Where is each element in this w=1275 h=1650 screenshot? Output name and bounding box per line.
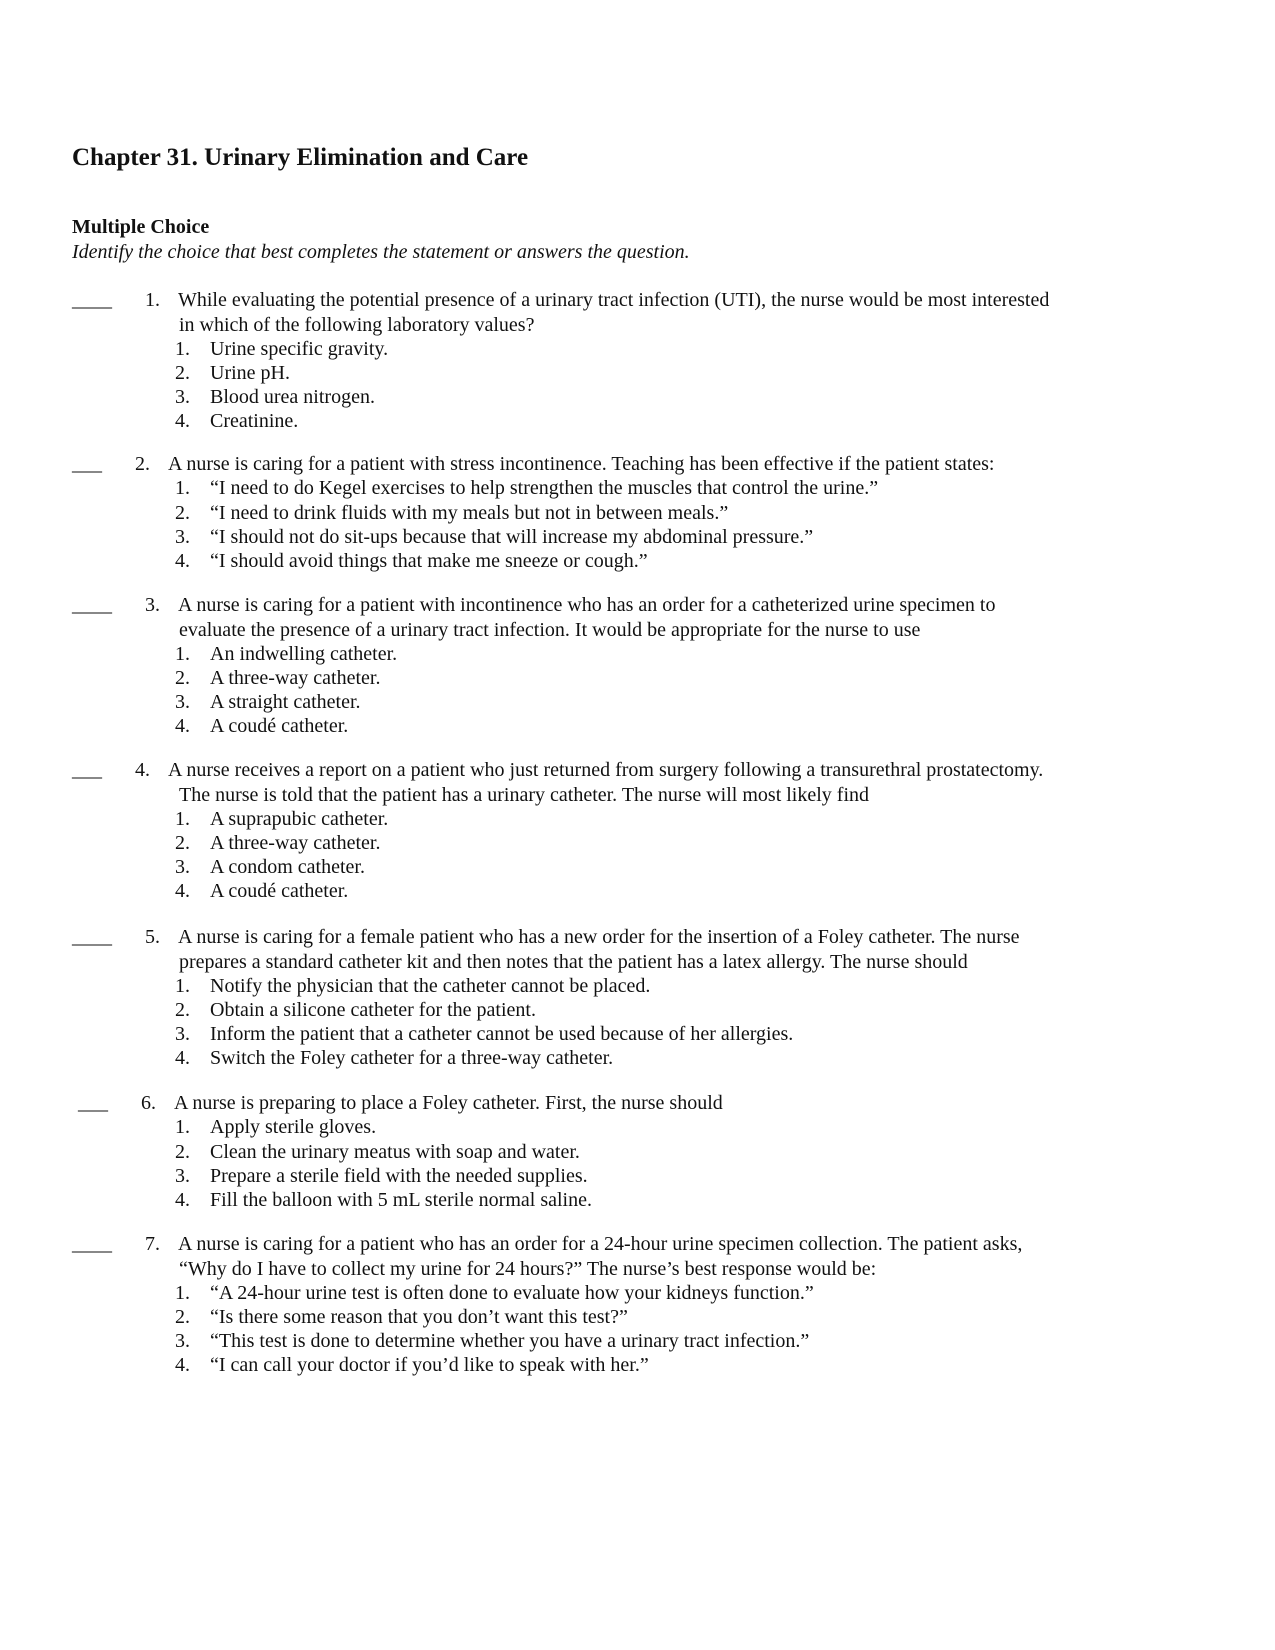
option-number: 4.: [175, 715, 190, 738]
option-text: Urine pH.: [210, 361, 290, 384]
answer-option: [0, 831, 1275, 855]
option-text: Obtain a silicone catheter for the patient.: [210, 998, 536, 1021]
answer-option: [0, 974, 1275, 998]
option-text: “I should avoid things that make me sneeze or cough.”: [210, 550, 648, 573]
answer-blank: ____: [72, 289, 112, 311]
option-text: “I need to do Kegel exercises to help strengthen the muscles that control the urine.”: [210, 477, 879, 500]
answer-option: [0, 361, 1275, 385]
question-number: 6.: [141, 1092, 156, 1114]
answer-option: [0, 1281, 1275, 1305]
answer-option: [0, 1046, 1275, 1070]
answer-options: [0, 642, 1275, 739]
question-stem-line-1: A nurse is caring for a patient with stress incontinence. Teaching has been effective if the patient states:: [168, 453, 995, 475]
answer-blank: ___: [72, 453, 102, 475]
option-text: Inform the patient that a catheter cannot be used because of her allergies.: [210, 1023, 794, 1046]
option-text: Clean the urinary meatus with soap and water.: [210, 1140, 580, 1163]
answer-option: [0, 1188, 1275, 1212]
option-number: 1.: [175, 807, 190, 830]
question-stem-line-2: evaluate the presence of a urinary tract infection. It would be appropriate for the nurse to use: [179, 618, 921, 641]
answer-option: [0, 409, 1275, 433]
option-number: 1.: [175, 1281, 190, 1304]
option-text: Prepare a sterile field with the needed supplies.: [210, 1164, 588, 1187]
option-text: “I should not do sit-ups because that will increase my abdominal pressure.”: [210, 525, 814, 548]
option-number: 1.: [175, 477, 190, 500]
answer-options: [0, 337, 1275, 434]
answer-option: [0, 666, 1275, 690]
answer-option: [0, 1353, 1275, 1377]
question-number: 2.: [135, 453, 150, 475]
option-number: 2.: [175, 831, 190, 854]
option-number: 3.: [175, 1023, 190, 1046]
answer-option: [0, 642, 1275, 666]
answer-options: [0, 1115, 1275, 1212]
answer-blank: ___: [72, 759, 102, 781]
answer-option: [0, 1140, 1275, 1164]
option-text: Apply sterile gloves.: [210, 1116, 377, 1139]
section-heading: Multiple Choice: [72, 216, 210, 238]
option-text: A straight catheter.: [210, 691, 361, 714]
option-text: “I can call your doctor if you’d like to speak with her.”: [210, 1354, 649, 1377]
answer-options: [0, 807, 1275, 904]
option-number: 1.: [175, 1116, 190, 1139]
answer-option: [0, 1305, 1275, 1329]
option-text: A coudé catheter.: [210, 715, 349, 738]
option-text: “This test is done to determine whether you have a urinary tract infection.”: [210, 1330, 810, 1353]
answer-blank: ____: [72, 926, 112, 948]
answer-option: [0, 337, 1275, 361]
answer-blank: ____: [72, 594, 112, 616]
option-number: 4.: [175, 1189, 190, 1212]
option-text: Urine specific gravity.: [210, 337, 389, 360]
option-number: 2.: [175, 666, 190, 689]
answer-option: [0, 1022, 1275, 1046]
question-stem-line-1: While evaluating the potential presence of a urinary tract infection (UTI), the nurse would be most interested: [178, 289, 1050, 311]
question-stem-line-2: in which of the following laboratory values?: [179, 313, 535, 336]
answer-blank: ____: [72, 1233, 112, 1255]
question-stem-line-2: “Why do I have to collect my urine for 24 hours?” The nurse’s best response would be:: [179, 1257, 877, 1280]
question-number: 1.: [145, 289, 160, 311]
question-number: 3.: [145, 594, 160, 616]
option-number: 4.: [175, 410, 190, 433]
answer-option: [0, 690, 1275, 714]
answer-option: [0, 525, 1275, 549]
answer-option: [0, 1329, 1275, 1353]
answer-option: [0, 998, 1275, 1022]
option-number: 4.: [175, 550, 190, 573]
answer-option: [0, 385, 1275, 409]
option-text: Notify the physician that the catheter cannot be placed.: [210, 974, 651, 997]
section-instructions: Identify the choice that best completes the statement or answers the question.: [72, 241, 690, 263]
option-text: A three-way catheter.: [210, 666, 381, 689]
option-number: 3.: [175, 386, 190, 409]
option-number: 1.: [175, 974, 190, 997]
question-stem-line-1: A nurse receives a report on a patient who just returned from surgery following a transurethral prostatectomy.: [168, 759, 1044, 781]
answer-option: [0, 714, 1275, 738]
answer-option: [0, 476, 1275, 500]
option-text: Creatinine.: [210, 410, 299, 433]
answer-options: [0, 974, 1275, 1071]
option-text: Blood urea nitrogen.: [210, 386, 375, 409]
chapter-title: Chapter 31. Urinary Elimination and Care: [72, 144, 529, 171]
answer-option: [0, 807, 1275, 831]
option-number: 3.: [175, 1164, 190, 1187]
option-number: 4.: [175, 1354, 190, 1377]
question-stem-line-1: A nurse is caring for a female patient who has a new order for the insertion of a Foley catheter. The nurse: [178, 926, 1020, 948]
option-text: A three-way catheter.: [210, 831, 381, 854]
option-number: 2.: [175, 501, 190, 524]
question-number: 5.: [145, 926, 160, 948]
answer-option: [0, 549, 1275, 573]
question-stem-line-1: A nurse is caring for a patient with incontinence who has an order for a catheterized urine specimen to: [178, 594, 996, 616]
option-number: 4.: [175, 880, 190, 903]
option-number: 2.: [175, 1305, 190, 1328]
answer-option: [0, 1164, 1275, 1188]
option-number: 1.: [175, 642, 190, 665]
option-text: A coudé catheter.: [210, 880, 349, 903]
answer-option: [0, 855, 1275, 879]
option-number: 3.: [175, 525, 190, 548]
option-text: Fill the balloon with 5 mL sterile normal saline.: [210, 1189, 592, 1212]
option-number: 3.: [175, 1330, 190, 1353]
answer-option: [0, 879, 1275, 903]
option-number: 2.: [175, 998, 190, 1021]
option-number: 3.: [175, 856, 190, 879]
answer-option: [0, 501, 1275, 525]
option-number: 4.: [175, 1047, 190, 1070]
option-number: 2.: [175, 1140, 190, 1163]
option-text: A suprapubic catheter.: [210, 807, 389, 830]
question-number: 7.: [145, 1233, 160, 1255]
option-text: Switch the Foley catheter for a three-way catheter.: [210, 1047, 614, 1070]
option-text: “A 24-hour urine test is often done to evaluate how your kidneys function.”: [210, 1281, 814, 1304]
option-number: 1.: [175, 337, 190, 360]
answer-options: [0, 476, 1275, 573]
option-text: An indwelling catheter.: [210, 642, 398, 665]
answer-option: [0, 1115, 1275, 1139]
question-stem-line-1: A nurse is caring for a patient who has an order for a 24-hour urine specimen collection. The patient asks,: [178, 1233, 1023, 1255]
option-text: “Is there some reason that you don’t want this test?”: [210, 1305, 628, 1328]
option-number: 3.: [175, 691, 190, 714]
option-number: 2.: [175, 361, 190, 384]
answer-options: [0, 1281, 1275, 1378]
question-stem-line-1: A nurse is preparing to place a Foley catheter. First, the nurse should: [174, 1092, 723, 1114]
question-stem-line-2: prepares a standard catheter kit and then notes that the patient has a latex allergy. The nurse should: [179, 950, 968, 973]
option-text: A condom catheter.: [210, 856, 365, 879]
answer-blank: ___: [78, 1092, 108, 1114]
option-text: “I need to drink fluids with my meals but not in between meals.”: [210, 501, 729, 524]
question-stem-line-2: The nurse is told that the patient has a urinary catheter. The nurse will most likely find: [179, 783, 870, 806]
question-number: 4.: [135, 759, 150, 781]
